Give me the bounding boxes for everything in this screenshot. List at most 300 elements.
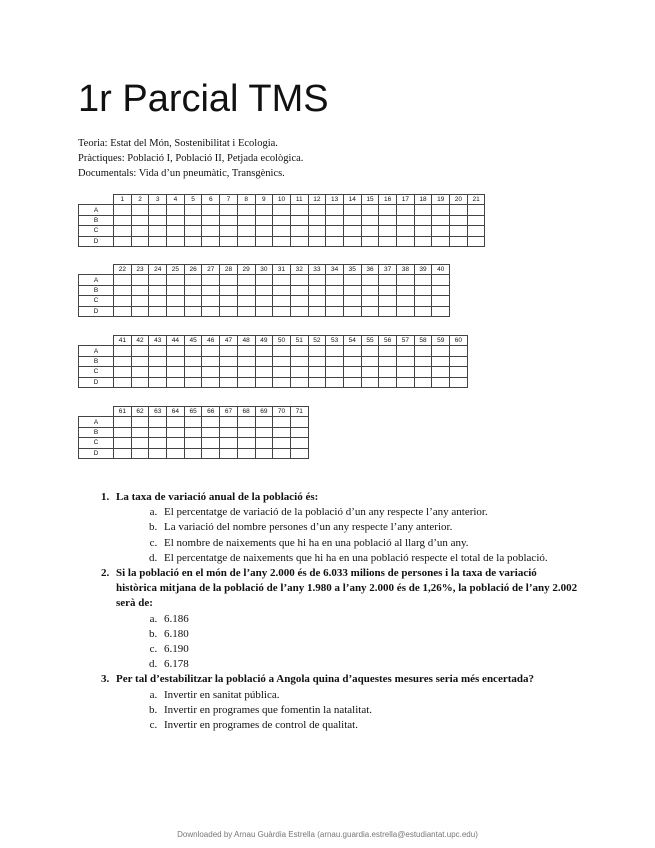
answer-cell[interactable]: [432, 377, 450, 387]
answer-cell[interactable]: [379, 346, 397, 356]
answer-cell[interactable]: [114, 226, 132, 236]
answer-cell[interactable]: [114, 346, 132, 356]
answer-cell[interactable]: [361, 226, 379, 236]
answer-cell[interactable]: [202, 226, 220, 236]
answer-cell[interactable]: [326, 236, 344, 246]
answer-cell[interactable]: [114, 417, 132, 427]
answer-cell[interactable]: [308, 306, 326, 316]
answer-cell[interactable]: [326, 296, 344, 306]
answer-grid: [78, 406, 309, 459]
answer-cell[interactable]: [450, 367, 468, 377]
answer-cell[interactable]: [432, 205, 450, 215]
answer-cell[interactable]: [149, 306, 167, 316]
answer-cell[interactable]: [255, 275, 273, 285]
answer-cell[interactable]: [167, 356, 185, 366]
answer-cell[interactable]: [255, 427, 273, 437]
answer-cell[interactable]: [326, 226, 344, 236]
answer-cell[interactable]: [114, 367, 132, 377]
answer-cell[interactable]: [149, 377, 167, 387]
answer-cell[interactable]: [432, 285, 450, 295]
answer-cell[interactable]: [237, 417, 255, 427]
answer-cell[interactable]: [432, 356, 450, 366]
answer-cell[interactable]: [184, 367, 202, 377]
answer-cell[interactable]: [273, 367, 291, 377]
answer-cell[interactable]: [308, 226, 326, 236]
grid-question-number: 56: [379, 336, 397, 346]
answer-cell[interactable]: [467, 236, 485, 246]
answer-cell[interactable]: [202, 427, 220, 437]
grid-question-number: 27: [202, 265, 220, 275]
answer-cell[interactable]: [397, 377, 415, 387]
answer-cell[interactable]: [114, 285, 132, 295]
answer-cell[interactable]: [184, 427, 202, 437]
answer-cell[interactable]: [220, 377, 238, 387]
answer-cell[interactable]: [237, 377, 255, 387]
answer-cell[interactable]: [290, 215, 308, 225]
answer-cell[interactable]: [379, 356, 397, 366]
answer-cell[interactable]: [220, 296, 238, 306]
answer-cell[interactable]: [397, 306, 415, 316]
answer-cell[interactable]: [220, 226, 238, 236]
answer-cell[interactable]: [167, 205, 185, 215]
answer-cell[interactable]: [255, 438, 273, 448]
answer-cell[interactable]: [379, 215, 397, 225]
answer-cell[interactable]: [167, 417, 185, 427]
answer-cell[interactable]: [432, 236, 450, 246]
answer-cell[interactable]: [361, 236, 379, 246]
answer-cell[interactable]: [167, 346, 185, 356]
answer-cell[interactable]: [450, 356, 468, 366]
answer-cell[interactable]: [326, 285, 344, 295]
answer-cell[interactable]: [131, 438, 149, 448]
answer-cell[interactable]: [167, 215, 185, 225]
answer-cell[interactable]: [149, 448, 167, 458]
answer-cell[interactable]: [237, 346, 255, 356]
answer-cell[interactable]: [343, 275, 361, 285]
answer-cell[interactable]: [131, 205, 149, 215]
answer-cell[interactable]: [167, 275, 185, 285]
answer-cell[interactable]: [343, 306, 361, 316]
answer-cell[interactable]: [450, 236, 468, 246]
answer-cell[interactable]: [220, 356, 238, 366]
answer-cell[interactable]: [450, 226, 468, 236]
grid-question-number: 66: [202, 407, 220, 417]
answer-cell[interactable]: [273, 427, 291, 437]
answer-cell[interactable]: [414, 205, 432, 215]
answer-cell[interactable]: [202, 377, 220, 387]
answer-cell[interactable]: [255, 417, 273, 427]
answer-cell[interactable]: [343, 377, 361, 387]
answer-cell[interactable]: [167, 448, 185, 458]
answer-cell[interactable]: [149, 367, 167, 377]
answer-cell[interactable]: [414, 346, 432, 356]
answer-cell[interactable]: [379, 367, 397, 377]
answer-cell[interactable]: [290, 306, 308, 316]
answer-cell[interactable]: [379, 377, 397, 387]
answer-cell[interactable]: [255, 236, 273, 246]
answer-cell[interactable]: [149, 285, 167, 295]
answer-cell[interactable]: [131, 367, 149, 377]
answer-cell[interactable]: [131, 285, 149, 295]
answer-cell[interactable]: [202, 215, 220, 225]
answer-cell[interactable]: [450, 377, 468, 387]
answer-cell[interactable]: [184, 275, 202, 285]
answer-cell[interactable]: [220, 417, 238, 427]
answer-cell[interactable]: [255, 356, 273, 366]
answer-cell[interactable]: [202, 417, 220, 427]
answer-cell[interactable]: [379, 306, 397, 316]
answer-cell[interactable]: [167, 236, 185, 246]
answer-cell[interactable]: [361, 296, 379, 306]
answer-cell[interactable]: [397, 205, 415, 215]
answer-cell[interactable]: [184, 438, 202, 448]
answer-cell[interactable]: [290, 226, 308, 236]
answer-cell[interactable]: [131, 215, 149, 225]
answer-cell[interactable]: [397, 236, 415, 246]
answer-cell[interactable]: [432, 215, 450, 225]
answer-cell[interactable]: [184, 346, 202, 356]
answer-cell[interactable]: [220, 275, 238, 285]
answer-cell[interactable]: [114, 296, 132, 306]
answer-cell[interactable]: [237, 215, 255, 225]
answer-cell[interactable]: [167, 285, 185, 295]
answer-cell[interactable]: [149, 438, 167, 448]
answer-cell[interactable]: [220, 346, 238, 356]
answer-cell[interactable]: [290, 448, 308, 458]
answer-cell[interactable]: [414, 215, 432, 225]
answer-cell[interactable]: [273, 205, 291, 215]
answer-cell[interactable]: [397, 275, 415, 285]
answer-cell[interactable]: [273, 275, 291, 285]
answer-cell[interactable]: [220, 306, 238, 316]
answer-cell[interactable]: [397, 285, 415, 295]
answer-cell[interactable]: [255, 377, 273, 387]
answer-cell[interactable]: [397, 346, 415, 356]
answer-grid: [78, 335, 468, 388]
answer-cell[interactable]: [361, 377, 379, 387]
answer-cell[interactable]: [326, 377, 344, 387]
answer-cell[interactable]: [361, 275, 379, 285]
answer-cell[interactable]: [343, 205, 361, 215]
answer-cell[interactable]: [343, 356, 361, 366]
answer-cell[interactable]: [379, 205, 397, 215]
answer-cell[interactable]: [432, 346, 450, 356]
answer-cell[interactable]: [308, 236, 326, 246]
answer-cell[interactable]: [290, 356, 308, 366]
answer-cell[interactable]: [220, 215, 238, 225]
answer-cell[interactable]: [202, 285, 220, 295]
answer-cell[interactable]: [432, 367, 450, 377]
answer-cell[interactable]: [290, 427, 308, 437]
answer-cell[interactable]: [379, 226, 397, 236]
answer-cell[interactable]: [326, 356, 344, 366]
answer-cell[interactable]: [379, 296, 397, 306]
answer-cell[interactable]: [379, 236, 397, 246]
answer-cell[interactable]: [450, 346, 468, 356]
answer-cell[interactable]: [361, 367, 379, 377]
answer-cell[interactable]: [273, 296, 291, 306]
answer-cell[interactable]: [167, 377, 185, 387]
answer-cell[interactable]: [273, 356, 291, 366]
answer-cell[interactable]: [414, 356, 432, 366]
answer-cell[interactable]: [326, 346, 344, 356]
answer-cell[interactable]: [131, 275, 149, 285]
answer-cell[interactable]: [220, 205, 238, 215]
answer-cell[interactable]: [114, 275, 132, 285]
answer-cell[interactable]: [308, 367, 326, 377]
answer-cell[interactable]: [290, 438, 308, 448]
answer-cell[interactable]: [202, 356, 220, 366]
answer-cell[interactable]: [255, 285, 273, 295]
answer-cell[interactable]: [273, 448, 291, 458]
answer-cell[interactable]: [343, 367, 361, 377]
answer-cell[interactable]: [237, 296, 255, 306]
answer-cell[interactable]: [149, 205, 167, 215]
answer-cell[interactable]: [255, 205, 273, 215]
answer-cell[interactable]: [343, 285, 361, 295]
grid-question-number: 33: [308, 265, 326, 275]
answer-cell[interactable]: [450, 215, 468, 225]
answer-cell[interactable]: [326, 306, 344, 316]
answer-cell[interactable]: [131, 356, 149, 366]
answer-cell[interactable]: [114, 236, 132, 246]
answer-cell[interactable]: [379, 285, 397, 295]
answer-cell[interactable]: [414, 367, 432, 377]
grid-question-number: 36: [361, 265, 379, 275]
grid-question-number: 12: [308, 195, 326, 205]
answer-cell[interactable]: [432, 306, 450, 316]
answer-cell[interactable]: [131, 296, 149, 306]
answer-cell[interactable]: [361, 285, 379, 295]
answer-cell[interactable]: [273, 377, 291, 387]
answer-cell[interactable]: [414, 306, 432, 316]
answer-cell[interactable]: [184, 356, 202, 366]
answer-cell[interactable]: [308, 296, 326, 306]
answer-cell[interactable]: [131, 226, 149, 236]
answer-cell[interactable]: [167, 367, 185, 377]
answer-cell[interactable]: [414, 285, 432, 295]
answer-cell[interactable]: [432, 296, 450, 306]
answer-cell[interactable]: [202, 438, 220, 448]
question-text: La taxa de variació anual de la població és:: [116, 491, 319, 503]
answer-cell[interactable]: [167, 296, 185, 306]
answer-cell[interactable]: [308, 205, 326, 215]
answer-cell[interactable]: [326, 367, 344, 377]
answer-cell[interactable]: [202, 306, 220, 316]
answer-cell[interactable]: [220, 448, 238, 458]
grid-question-number: 61: [114, 407, 132, 417]
answer-cell[interactable]: [114, 438, 132, 448]
answer-cell[interactable]: [414, 377, 432, 387]
answer-cell[interactable]: [361, 356, 379, 366]
grid-question-number: 10: [273, 195, 291, 205]
answer-cell[interactable]: [237, 448, 255, 458]
answer-cell[interactable]: [290, 346, 308, 356]
answer-cell[interactable]: [237, 356, 255, 366]
answer-cell[interactable]: [149, 346, 167, 356]
grid-question-number: 40: [432, 265, 450, 275]
answer-cell[interactable]: [202, 296, 220, 306]
answer-cell[interactable]: [467, 205, 485, 215]
answer-cell[interactable]: [273, 346, 291, 356]
answer-cell[interactable]: [290, 285, 308, 295]
answer-cell[interactable]: [308, 356, 326, 366]
answer-cell[interactable]: [361, 346, 379, 356]
answer-cell[interactable]: [114, 448, 132, 458]
answer-cell[interactable]: [308, 215, 326, 225]
answer-cell[interactable]: [202, 236, 220, 246]
answer-cell[interactable]: [131, 427, 149, 437]
answer-cell[interactable]: [308, 377, 326, 387]
answer-cell[interactable]: [184, 285, 202, 295]
answer-cell[interactable]: [237, 205, 255, 215]
answer-cell[interactable]: [220, 427, 238, 437]
answer-cell[interactable]: [432, 275, 450, 285]
answer-cell[interactable]: [290, 367, 308, 377]
answer-cell[interactable]: [220, 285, 238, 295]
answer-cell[interactable]: [361, 306, 379, 316]
answer-cell[interactable]: [273, 226, 291, 236]
answer-cell[interactable]: [131, 417, 149, 427]
theory-line: Teoria: Estat del Món, Sostenibilitat i Ecologia.: [78, 138, 278, 149]
answer-cell[interactable]: [131, 306, 149, 316]
answer-cell[interactable]: [397, 356, 415, 366]
answer-cell[interactable]: [308, 346, 326, 356]
answer-cell[interactable]: [414, 226, 432, 236]
answer-cell[interactable]: [184, 448, 202, 458]
answer-cell[interactable]: [202, 367, 220, 377]
answer-cell[interactable]: [220, 367, 238, 377]
answer-cell[interactable]: [414, 236, 432, 246]
answer-cell[interactable]: [167, 306, 185, 316]
answer-cell[interactable]: [255, 215, 273, 225]
answer-cell[interactable]: [343, 346, 361, 356]
answer-cell[interactable]: [149, 226, 167, 236]
answer-cell[interactable]: [114, 427, 132, 437]
answer-cell[interactable]: [149, 417, 167, 427]
answer-cell[interactable]: [184, 377, 202, 387]
answer-cell[interactable]: [149, 275, 167, 285]
answer-cell[interactable]: [167, 438, 185, 448]
answer-cell[interactable]: [131, 236, 149, 246]
answer-cell[interactable]: [237, 236, 255, 246]
answer-cell[interactable]: [184, 306, 202, 316]
answer-cell[interactable]: [343, 215, 361, 225]
answer-cell[interactable]: [114, 356, 132, 366]
grid-row-label: B: [79, 215, 114, 225]
answer-cell[interactable]: [237, 438, 255, 448]
answer-cell[interactable]: [326, 275, 344, 285]
answer-cell[interactable]: [167, 427, 185, 437]
answer-cell[interactable]: [237, 275, 255, 285]
answer-cell[interactable]: [255, 448, 273, 458]
answer-cell[interactable]: [131, 377, 149, 387]
answer-cell[interactable]: [149, 236, 167, 246]
answer-cell[interactable]: [290, 205, 308, 215]
answer-cell[interactable]: [237, 285, 255, 295]
answer-cell[interactable]: [326, 215, 344, 225]
answer-cell[interactable]: [467, 215, 485, 225]
answer-cell[interactable]: [273, 438, 291, 448]
answer-cell[interactable]: [467, 226, 485, 236]
answer-cell[interactable]: [202, 346, 220, 356]
answer-cell[interactable]: [414, 275, 432, 285]
answer-cell[interactable]: [184, 205, 202, 215]
answer-cell[interactable]: [290, 236, 308, 246]
answer-cell[interactable]: [114, 306, 132, 316]
answer-cell[interactable]: [237, 427, 255, 437]
answer-cell[interactable]: [184, 226, 202, 236]
answer-cell[interactable]: [114, 215, 132, 225]
answer-cell[interactable]: [273, 417, 291, 427]
answer-cell[interactable]: [308, 275, 326, 285]
answer-cell[interactable]: [202, 448, 220, 458]
answer-cell[interactable]: [220, 236, 238, 246]
answer-cell[interactable]: [184, 296, 202, 306]
answer-cell[interactable]: [273, 236, 291, 246]
answer-cell[interactable]: [273, 285, 291, 295]
answer-cell[interactable]: [326, 205, 344, 215]
answer-cell[interactable]: [361, 205, 379, 215]
answer-cell[interactable]: [290, 275, 308, 285]
answer-cell[interactable]: [184, 236, 202, 246]
answer-cell[interactable]: [131, 448, 149, 458]
answer-cell[interactable]: [450, 205, 468, 215]
answer-cell[interactable]: [184, 215, 202, 225]
answer-cell[interactable]: [361, 215, 379, 225]
answer-cell[interactable]: [220, 438, 238, 448]
answer-cell[interactable]: [397, 226, 415, 236]
answer-cell[interactable]: [184, 417, 202, 427]
answer-cell[interactable]: [343, 296, 361, 306]
answer-cell[interactable]: [167, 226, 185, 236]
answer-cell[interactable]: [255, 346, 273, 356]
answer-cell[interactable]: [255, 306, 273, 316]
answer-cell[interactable]: [114, 205, 132, 215]
answer-cell[interactable]: [149, 356, 167, 366]
answer-cell[interactable]: [397, 296, 415, 306]
answer-cell[interactable]: [308, 285, 326, 295]
question: [112, 672, 578, 733]
grid-question-number: 43: [149, 336, 167, 346]
answer-cell[interactable]: [379, 275, 397, 285]
answer-cell[interactable]: [255, 296, 273, 306]
answer-cell[interactable]: [131, 346, 149, 356]
answer-cell[interactable]: [432, 226, 450, 236]
answer-cell[interactable]: [149, 296, 167, 306]
answer-cell[interactable]: [255, 226, 273, 236]
answer-cell[interactable]: [343, 236, 361, 246]
answer-cell[interactable]: [290, 377, 308, 387]
answer-cell[interactable]: [273, 215, 291, 225]
answer-cell[interactable]: [290, 417, 308, 427]
answer-cell[interactable]: [414, 296, 432, 306]
answer-cell[interactable]: [149, 215, 167, 225]
answer-cell[interactable]: [202, 205, 220, 215]
answer-cell[interactable]: [397, 367, 415, 377]
answer-cell[interactable]: [237, 226, 255, 236]
answer-cell[interactable]: [273, 306, 291, 316]
answer-cell[interactable]: [114, 377, 132, 387]
answer-cell[interactable]: [290, 296, 308, 306]
answer-cell[interactable]: [237, 367, 255, 377]
answer-cell[interactable]: [397, 215, 415, 225]
answer-cell[interactable]: [237, 306, 255, 316]
answer-cell[interactable]: [255, 367, 273, 377]
answer-cell[interactable]: [202, 275, 220, 285]
answer-cell[interactable]: [343, 226, 361, 236]
answer-cell[interactable]: [149, 427, 167, 437]
